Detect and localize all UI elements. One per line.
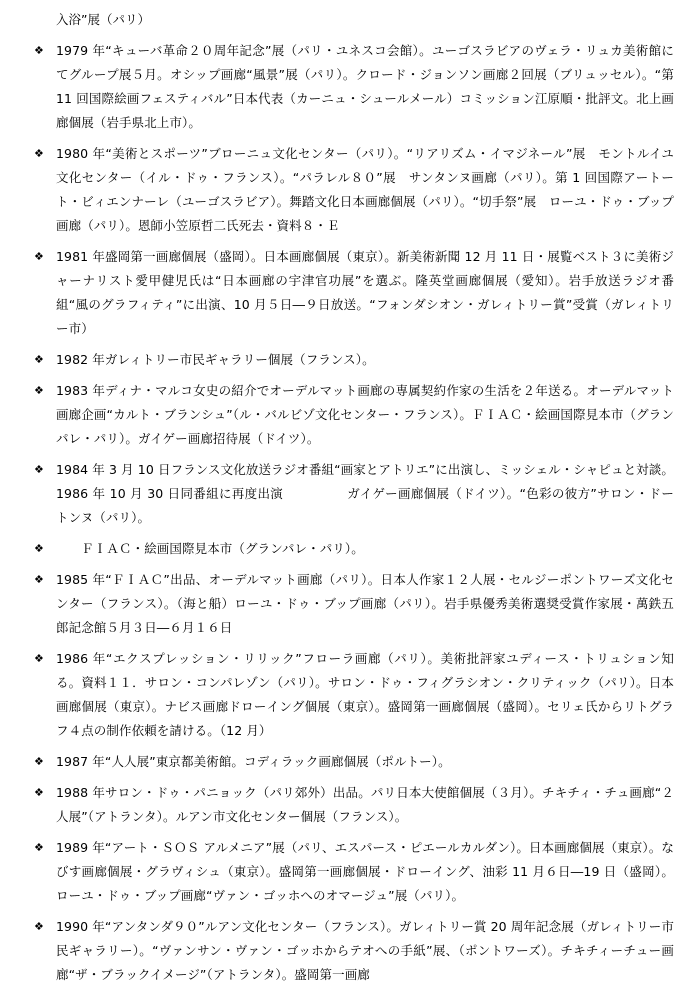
diamond-bullet-icon: ❖ (34, 786, 44, 799)
diamond-bullet-icon: ❖ (34, 384, 44, 397)
entry-text: 1986 年“エクスプレッション・リリック”フローラ画廊（パリ）。美術批評家ユディース・トリュション知る。資料１１．サロン・コンパレゾン（パリ）。サロン・ドゥ・フィグラシオン・クリティック（パリ）。日本画廊個展（東京）。ナビス画廊ドローイング個展（東京）。盛岡第一画廊個展（盛岡）。セリェ氏からリトグラフ４点の制作依頼を請ける。（12 月） (56, 651, 674, 738)
diamond-bullet-icon: ❖ (34, 463, 44, 476)
diamond-bullet-icon: ❖ (34, 250, 44, 263)
list-item (30, 781, 674, 829)
diamond-bullet-icon: ❖ (34, 573, 44, 586)
entry-text: 1990 年“アンタンダ９０”ルアン文化センター（フランス）。ガレィトリー賞 20 周年記念展（ガレィトリー市民ギャラリー）。“ヴァンサン・ヴァン・ゴッホからテオへの手紙”展、（ポントワーズ）。チキチィーチュー画廊“ザ・ブラックイメージ”（アトランタ）。盛岡第一画廊 (56, 919, 674, 982)
diamond-bullet-icon: ❖ (34, 147, 44, 160)
diamond-bullet-icon: ❖ (34, 841, 44, 854)
entry-text: 1984 年 3 月 10 日フランス文化放送ラジオ番組“画家とアトリエ”に出演し、ミッシェル・シャピュと対談。1986 年 10 月 30 日同番組に再度出演 ガイゲー画廊個展（ドイツ）。“色彩の彼方”サロン・ドートンヌ（パリ）。 (56, 462, 674, 525)
list-item (30, 915, 674, 987)
list-item (30, 142, 674, 238)
entry-text: 1987 年“人人展”東京都美術館。コディラック画廊個展（ポルトー）。 (56, 754, 451, 769)
entry-text: 1979 年“キューバ革命２０周年記念”展（パリ・ユネスコ会館）。ユーゴスラビアのヴェラ・リュカ美術館にてグループ展５月。オシップ画廊“風景”展（パリ）。クロード・ジョンソン画廊２回展（ブリュッセル）。“第 11 回国際絵画フェスティバル”日本代表（カーニュ・シュールメール）コミッション江原順・批評文。北上画廊個展（岩手県北上市）。 (56, 43, 674, 130)
entry-text: 1983 年ディナ・マルコ女史の紹介でオーデルマット画廊の専属契約作家の生活を２年送る。オーデルマット画廊企画“カルト・ブランシュ”（ル・バルビゾ文化センター・フランス）。ＦＩＡＣ・絵画国際見本市（グランパレ・パリ）。ガイゲー画廊招待展（ドイツ）。 (56, 383, 674, 446)
list-item (30, 647, 674, 743)
diamond-bullet-icon: ❖ (34, 353, 44, 366)
diamond-bullet-icon: ❖ (34, 542, 44, 555)
diamond-bullet-icon: ❖ (34, 44, 44, 57)
diamond-bullet-icon: ❖ (34, 652, 44, 665)
entry-text: 1988 年サロン・ドゥ・パニョック（パリ郊外）出品。パリ日本大使館個展（３月）。チキチィ・チュ画廊“２人展”（アトランタ）。ルアン市文化センター個展（フランス）。 (56, 785, 674, 824)
list-item (30, 458, 674, 530)
list-item (30, 245, 674, 341)
list-item (30, 537, 674, 561)
entry-text: ＦＩＡＣ・絵画国際見本市（グランパレ・パリ）。 (56, 541, 364, 556)
continuation-line: 入浴”展（パリ） (56, 12, 150, 27)
list-item (30, 39, 674, 135)
list-item (30, 836, 674, 908)
list-item (30, 348, 674, 372)
entry-text: 1981 年盛岡第一画廊個展（盛岡）。日本画廊個展（東京）。新美術新聞 12 月 11 日・展覧ベスト３に美術ジャーナリスト愛甲健児氏は“日本画廊の宇津官功展”を選ぶ。隆英堂画廊個展（愛知）。岩手放送ラジオ番組“風のグラフィティ”に出演、10 月５日―９日放送。“フォンダシオン・ガレィトリー賞”受賞（ガレィトリー市） (56, 249, 674, 336)
diamond-bullet-icon: ❖ (34, 755, 44, 768)
list-item (30, 568, 674, 640)
entry-text: 1989 年“アート・ＳＯＳ アルメニア”展（パリ、エスパース・ピエールカルダン）。日本画廊個展（東京）。なびす画廊個展・グラヴィシュ（東京）。盛岡第一画廊個展・ドローイング、油彩 11 月６日―19 日（盛岡）。ローユ・ドゥ・ブップ画廊“ヴァン・ゴッホへのオマージュ”展（パリ）。 (56, 840, 674, 903)
entry-text: 1982 年ガレィトリー市民ギャラリー個展（フランス）。 (56, 352, 375, 367)
list-item (30, 379, 674, 451)
entry-text: 1985 年“ＦＩＡＣ”出品、オーデルマット画廊（パリ）。日本人作家１２人展・セルジーポントワーズ文化センター（フランス）。（海と船）ローユ・ドゥ・ブップ画廊（パリ）。岩手県優秀美術選奨受賞作家展・萬鉄五郎記念館５月３日―６月１６日 (56, 572, 674, 635)
diamond-bullet-icon: ❖ (34, 920, 44, 933)
list-item (30, 750, 674, 774)
entry-list (30, 39, 674, 987)
entry-text: 1980 年“美術とスポーツ”ブローニュ文化センター（パリ）。“リアリズム・イマジネール”展 モントルイユ文化センター（イル・ドゥ・フランス）。“パラレル８０”展 サンタンヌ画廊（パリ）。第 1 回国際アートート・ビィエンナーレ（ユーゴスラビア）。舞踏文化日本画廊個展（パリ）。“切手祭”展 ローユ・ドゥ・ブップ画廊（パリ）。恩師小笠原哲二氏死去・資料８・Ｅ (56, 146, 674, 233)
